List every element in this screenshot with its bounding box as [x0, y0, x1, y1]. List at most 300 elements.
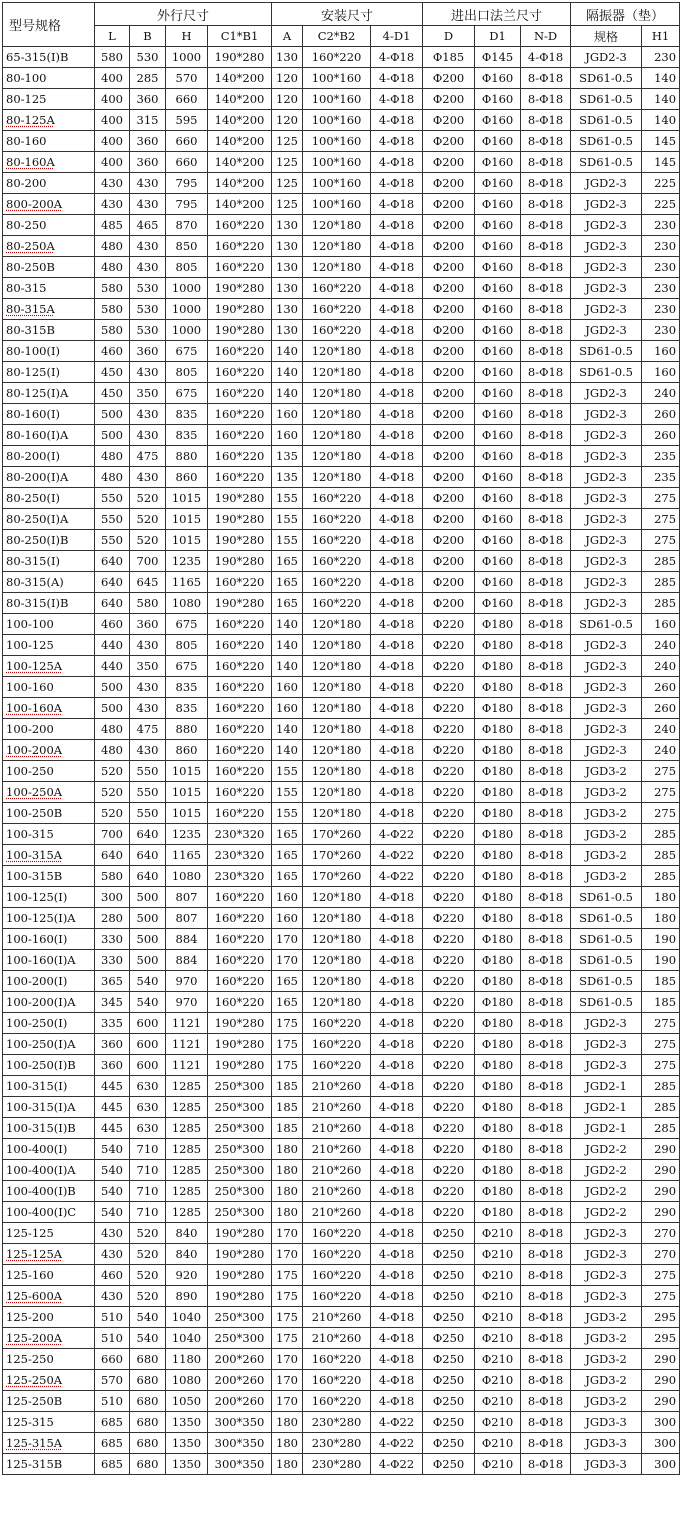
table-row	[3, 173, 680, 194]
cell-spec: JGD3-2	[571, 1349, 642, 1370]
cell-h1: 240	[642, 719, 680, 740]
cell-nd: 8-Φ18	[521, 908, 571, 929]
cell-b: 530	[130, 320, 166, 341]
cell-h1: 285	[642, 572, 680, 593]
cell-d: Φ250	[423, 1286, 475, 1307]
cell-c1b1: 140*200	[208, 89, 272, 110]
cell-d1: Φ180	[475, 1118, 521, 1139]
cell-d1: Φ180	[475, 824, 521, 845]
cell-c2b2: 100*160	[303, 68, 371, 89]
table-row	[3, 635, 680, 656]
cell-c1b1: 160*220	[208, 404, 272, 425]
cell-nd: 8-Φ18	[521, 173, 571, 194]
cell-a: 175	[272, 1286, 303, 1307]
cell-model: 80-125(I)	[3, 362, 95, 383]
cell-spec: SD61-0.5	[571, 89, 642, 110]
table-row	[3, 614, 680, 635]
cell-h1: 190	[642, 929, 680, 950]
cell-c1b1: 160*220	[208, 446, 272, 467]
cell-nd: 8-Φ18	[521, 1034, 571, 1055]
cell-l: 580	[95, 320, 130, 341]
table-row	[3, 47, 680, 68]
cell-d1: Φ160	[475, 488, 521, 509]
cell-d: Φ200	[423, 89, 475, 110]
cell-a: 120	[272, 89, 303, 110]
cell-c2b2: 210*260	[303, 1328, 371, 1349]
cell-h: 1000	[166, 320, 208, 341]
cell-model: 80-315	[3, 278, 95, 299]
cell-h: 1015	[166, 509, 208, 530]
table-row	[3, 572, 680, 593]
cell-d1: Φ180	[475, 1202, 521, 1223]
cell-c2b2: 120*180	[303, 236, 371, 257]
cell-h: 884	[166, 950, 208, 971]
cell-4d1: 4-Φ18	[371, 1118, 423, 1139]
cell-l: 520	[95, 782, 130, 803]
install-dims-header: 安装尺寸	[272, 3, 423, 26]
cell-l: 400	[95, 110, 130, 131]
cell-h: 890	[166, 1286, 208, 1307]
cell-d1: Φ180	[475, 1034, 521, 1055]
cell-spec: JGD2-3	[571, 446, 642, 467]
cell-d: Φ250	[423, 1391, 475, 1412]
cell-a: 130	[272, 299, 303, 320]
cell-d: Φ200	[423, 299, 475, 320]
cell-c1b1: 160*220	[208, 992, 272, 1013]
cell-a: 120	[272, 68, 303, 89]
cell-d: Φ200	[423, 320, 475, 341]
cell-d1: Φ180	[475, 1076, 521, 1097]
cell-4d1: 4-Φ18	[371, 677, 423, 698]
table-row	[3, 1391, 680, 1412]
cell-l: 540	[95, 1181, 130, 1202]
cell-d: Φ250	[423, 1328, 475, 1349]
cell-c2b2: 120*180	[303, 656, 371, 677]
cell-a: 180	[272, 1412, 303, 1433]
cell-c1b1: 190*280	[208, 530, 272, 551]
cell-a: 170	[272, 1391, 303, 1412]
cell-c1b1: 160*220	[208, 803, 272, 824]
cell-h1: 290	[642, 1181, 680, 1202]
cell-a: 165	[272, 992, 303, 1013]
cell-h1: 230	[642, 215, 680, 236]
cell-spec: JGD3-3	[571, 1433, 642, 1454]
cell-h: 795	[166, 194, 208, 215]
cell-b: 710	[130, 1202, 166, 1223]
cell-d: Φ250	[423, 1412, 475, 1433]
cell-4d1: 4-Φ18	[371, 1013, 423, 1034]
cell-h1: 230	[642, 299, 680, 320]
cell-d: Φ220	[423, 677, 475, 698]
cell-h1: 290	[642, 1349, 680, 1370]
cell-nd: 8-Φ18	[521, 68, 571, 89]
cell-nd: 8-Φ18	[521, 1202, 571, 1223]
cell-h: 805	[166, 362, 208, 383]
cell-h: 805	[166, 635, 208, 656]
cell-l: 520	[95, 803, 130, 824]
cell-4d1: 4-Φ18	[371, 425, 423, 446]
isolator-header: 隔振器（垫）	[571, 3, 680, 26]
table-row	[3, 236, 680, 257]
table-row	[3, 278, 680, 299]
cell-l: 440	[95, 656, 130, 677]
cell-spec: SD61-0.5	[571, 971, 642, 992]
cell-model: 100-125(I)A	[3, 908, 95, 929]
cell-4d1: 4-Φ18	[371, 719, 423, 740]
cell-spec: JGD3-3	[571, 1454, 642, 1475]
cell-spec: JGD2-3	[571, 509, 642, 530]
cell-d: Φ220	[423, 992, 475, 1013]
cell-d1: Φ180	[475, 845, 521, 866]
cell-d: Φ220	[423, 887, 475, 908]
cell-a: 185	[272, 1118, 303, 1139]
cell-h: 835	[166, 404, 208, 425]
cell-d1: Φ210	[475, 1223, 521, 1244]
cell-nd: 8-Φ18	[521, 320, 571, 341]
cell-4d1: 4-Φ18	[371, 551, 423, 572]
cell-c2b2: 160*220	[303, 1034, 371, 1055]
cell-c1b1: 160*220	[208, 887, 272, 908]
col-header-d: D	[423, 26, 475, 47]
cell-l: 700	[95, 824, 130, 845]
cell-d1: Φ180	[475, 614, 521, 635]
cell-c1b1: 160*220	[208, 971, 272, 992]
table-row	[3, 1097, 680, 1118]
cell-spec: JGD2-3	[571, 1244, 642, 1265]
cell-c2b2: 160*220	[303, 1223, 371, 1244]
cell-h1: 275	[642, 1013, 680, 1034]
cell-a: 165	[272, 971, 303, 992]
cell-d: Φ200	[423, 467, 475, 488]
table-row	[3, 425, 680, 446]
cell-4d1: 4-Φ18	[371, 131, 423, 152]
cell-4d1: 4-Φ18	[371, 1307, 423, 1328]
cell-model: 100-315B	[3, 866, 95, 887]
cell-model: 100-400(I)	[3, 1139, 95, 1160]
cell-model: 100-200A	[3, 740, 95, 761]
cell-d: Φ200	[423, 68, 475, 89]
cell-d1: Φ160	[475, 299, 521, 320]
cell-c2b2: 120*180	[303, 929, 371, 950]
cell-d1: Φ210	[475, 1391, 521, 1412]
cell-c1b1: 200*260	[208, 1370, 272, 1391]
cell-c1b1: 250*300	[208, 1202, 272, 1223]
cell-h: 840	[166, 1223, 208, 1244]
cell-d1: Φ160	[475, 425, 521, 446]
cell-d: Φ200	[423, 446, 475, 467]
cell-4d1: 4-Φ18	[371, 467, 423, 488]
cell-4d1: 4-Φ22	[371, 866, 423, 887]
col-header-h: H	[166, 26, 208, 47]
table-row	[3, 467, 680, 488]
cell-h1: 230	[642, 236, 680, 257]
cell-spec: JGD3-2	[571, 761, 642, 782]
cell-spec: JGD2-2	[571, 1160, 642, 1181]
cell-a: 135	[272, 446, 303, 467]
cell-d1: Φ160	[475, 320, 521, 341]
cell-c2b2: 120*180	[303, 908, 371, 929]
cell-spec: JGD2-3	[571, 1055, 642, 1076]
cell-d1: Φ160	[475, 467, 521, 488]
cell-c2b2: 160*220	[303, 1265, 371, 1286]
cell-h: 970	[166, 992, 208, 1013]
cell-c2b2: 120*180	[303, 782, 371, 803]
cell-d: Φ185	[423, 47, 475, 68]
cell-h1: 295	[642, 1307, 680, 1328]
table-row	[3, 971, 680, 992]
cell-spec: JGD2-3	[571, 740, 642, 761]
cell-d: Φ200	[423, 194, 475, 215]
cell-h: 835	[166, 698, 208, 719]
cell-a: 165	[272, 572, 303, 593]
cell-b: 520	[130, 1286, 166, 1307]
cell-l: 510	[95, 1391, 130, 1412]
cell-c2b2: 100*160	[303, 110, 371, 131]
cell-b: 640	[130, 845, 166, 866]
cell-model: 80-200(I)	[3, 446, 95, 467]
cell-model: 80-200	[3, 173, 95, 194]
cell-4d1: 4-Φ18	[371, 803, 423, 824]
cell-4d1: 4-Φ18	[371, 278, 423, 299]
cell-model: 80-160A	[3, 152, 95, 173]
cell-h: 807	[166, 908, 208, 929]
cell-c1b1: 190*280	[208, 593, 272, 614]
cell-c1b1: 140*200	[208, 152, 272, 173]
cell-4d1: 4-Φ18	[371, 404, 423, 425]
cell-b: 520	[130, 1244, 166, 1265]
cell-d: Φ200	[423, 383, 475, 404]
cell-c2b2: 120*180	[303, 992, 371, 1013]
cell-model: 125-250B	[3, 1391, 95, 1412]
cell-b: 710	[130, 1139, 166, 1160]
cell-c2b2: 160*220	[303, 1244, 371, 1265]
cell-4d1: 4-Φ18	[371, 698, 423, 719]
cell-h1: 230	[642, 278, 680, 299]
cell-h: 1040	[166, 1328, 208, 1349]
cell-h: 1050	[166, 1391, 208, 1412]
cell-spec: JGD3-2	[571, 1391, 642, 1412]
cell-b: 680	[130, 1412, 166, 1433]
cell-4d1: 4-Φ18	[371, 1391, 423, 1412]
cell-c2b2: 100*160	[303, 89, 371, 110]
cell-d1: Φ180	[475, 761, 521, 782]
table-row	[3, 866, 680, 887]
cell-spec: JGD2-3	[571, 572, 642, 593]
cell-a: 155	[272, 803, 303, 824]
cell-c1b1: 190*280	[208, 1223, 272, 1244]
cell-d1: Φ160	[475, 551, 521, 572]
table-row	[3, 824, 680, 845]
cell-spec: JGD2-3	[571, 1034, 642, 1055]
cell-d: Φ200	[423, 278, 475, 299]
cell-b: 540	[130, 1328, 166, 1349]
cell-nd: 8-Φ18	[521, 551, 571, 572]
cell-nd: 8-Φ18	[521, 635, 571, 656]
cell-d: Φ220	[423, 761, 475, 782]
cell-d1: Φ180	[475, 698, 521, 719]
cell-l: 550	[95, 509, 130, 530]
cell-nd: 4-Φ18	[521, 47, 571, 68]
table-row	[3, 1244, 680, 1265]
cell-4d1: 4-Φ18	[371, 1097, 423, 1118]
cell-l: 360	[95, 1034, 130, 1055]
cell-nd: 8-Φ18	[521, 1454, 571, 1475]
cell-nd: 8-Φ18	[521, 215, 571, 236]
cell-h1: 160	[642, 341, 680, 362]
cell-c1b1: 200*260	[208, 1391, 272, 1412]
table-row	[3, 1181, 680, 1202]
cell-a: 170	[272, 1223, 303, 1244]
cell-spec: JGD3-2	[571, 866, 642, 887]
cell-l: 480	[95, 446, 130, 467]
cell-a: 160	[272, 425, 303, 446]
cell-d1: Φ180	[475, 887, 521, 908]
cell-spec: SD61-0.5	[571, 950, 642, 971]
cell-spec: JGD3-2	[571, 1370, 642, 1391]
cell-d1: Φ210	[475, 1412, 521, 1433]
cell-c1b1: 160*220	[208, 257, 272, 278]
cell-nd: 8-Φ18	[521, 614, 571, 635]
cell-l: 400	[95, 131, 130, 152]
cell-4d1: 4-Φ18	[371, 950, 423, 971]
cell-h1: 300	[642, 1454, 680, 1475]
table-row	[3, 1118, 680, 1139]
cell-d: Φ200	[423, 236, 475, 257]
cell-nd: 8-Φ18	[521, 887, 571, 908]
cell-spec: JGD2-3	[571, 698, 642, 719]
cell-h: 1000	[166, 47, 208, 68]
cell-h: 805	[166, 257, 208, 278]
cell-spec: SD61-0.5	[571, 614, 642, 635]
cell-h: 1235	[166, 551, 208, 572]
cell-h1: 140	[642, 110, 680, 131]
cell-d: Φ250	[423, 1433, 475, 1454]
cell-a: 180	[272, 1139, 303, 1160]
cell-nd: 8-Φ18	[521, 425, 571, 446]
cell-a: 120	[272, 110, 303, 131]
cell-4d1: 4-Φ18	[371, 299, 423, 320]
cell-l: 400	[95, 89, 130, 110]
cell-b: 680	[130, 1454, 166, 1475]
cell-nd: 8-Φ18	[521, 845, 571, 866]
cell-c1b1: 250*300	[208, 1118, 272, 1139]
cell-b: 700	[130, 551, 166, 572]
cell-h1: 290	[642, 1391, 680, 1412]
cell-l: 480	[95, 236, 130, 257]
cell-spec: JGD2-3	[571, 194, 642, 215]
cell-c2b2: 160*220	[303, 530, 371, 551]
cell-4d1: 4-Φ18	[371, 1370, 423, 1391]
cell-c2b2: 120*180	[303, 740, 371, 761]
cell-model: 125-250	[3, 1349, 95, 1370]
cell-nd: 8-Φ18	[521, 383, 571, 404]
cell-nd: 8-Φ18	[521, 278, 571, 299]
cell-spec: JGD2-3	[571, 404, 642, 425]
cell-d: Φ250	[423, 1454, 475, 1475]
cell-h1: 275	[642, 782, 680, 803]
cell-d: Φ220	[423, 719, 475, 740]
cell-h1: 260	[642, 425, 680, 446]
cell-h1: 290	[642, 1370, 680, 1391]
cell-4d1: 4-Φ18	[371, 761, 423, 782]
cell-h: 1350	[166, 1433, 208, 1454]
cell-c2b2: 230*280	[303, 1433, 371, 1454]
cell-spec: JGD2-3	[571, 383, 642, 404]
cell-4d1: 4-Φ18	[371, 320, 423, 341]
cell-l: 480	[95, 257, 130, 278]
cell-h: 1040	[166, 1307, 208, 1328]
cell-h1: 285	[642, 593, 680, 614]
table-row	[3, 1202, 680, 1223]
cell-d1: Φ180	[475, 950, 521, 971]
cell-l: 450	[95, 383, 130, 404]
cell-l: 580	[95, 299, 130, 320]
cell-a: 155	[272, 488, 303, 509]
cell-h1: 290	[642, 1139, 680, 1160]
cell-4d1: 4-Φ18	[371, 152, 423, 173]
cell-b: 430	[130, 698, 166, 719]
cell-d: Φ220	[423, 1139, 475, 1160]
cell-a: 155	[272, 782, 303, 803]
cell-spec: JGD2-2	[571, 1202, 642, 1223]
cell-d1: Φ160	[475, 530, 521, 551]
cell-4d1: 4-Φ18	[371, 47, 423, 68]
cell-d: Φ220	[423, 1034, 475, 1055]
cell-4d1: 4-Φ18	[371, 173, 423, 194]
cell-d1: Φ180	[475, 1013, 521, 1034]
cell-c2b2: 230*280	[303, 1412, 371, 1433]
cell-4d1: 4-Φ18	[371, 1286, 423, 1307]
cell-h: 880	[166, 446, 208, 467]
cell-d1: Φ180	[475, 1160, 521, 1181]
cell-h: 870	[166, 215, 208, 236]
cell-d: Φ200	[423, 551, 475, 572]
cell-a: 170	[272, 1349, 303, 1370]
cell-c1b1: 190*280	[208, 1013, 272, 1034]
cell-model: 800-200A	[3, 194, 95, 215]
cell-d1: Φ180	[475, 677, 521, 698]
table-row	[3, 908, 680, 929]
cell-l: 510	[95, 1328, 130, 1349]
cell-b: 630	[130, 1118, 166, 1139]
cell-c2b2: 160*220	[303, 320, 371, 341]
cell-l: 640	[95, 593, 130, 614]
cell-a: 130	[272, 278, 303, 299]
cell-d1: Φ210	[475, 1454, 521, 1475]
cell-h: 660	[166, 152, 208, 173]
cell-d: Φ200	[423, 593, 475, 614]
cell-d1: Φ210	[475, 1265, 521, 1286]
cell-spec: JGD2-3	[571, 257, 642, 278]
table-row	[3, 992, 680, 1013]
cell-c1b1: 250*300	[208, 1328, 272, 1349]
cell-l: 550	[95, 488, 130, 509]
cell-h: 795	[166, 173, 208, 194]
cell-b: 520	[130, 530, 166, 551]
cell-nd: 8-Φ18	[521, 1433, 571, 1454]
cell-d1: Φ180	[475, 782, 521, 803]
cell-4d1: 4-Φ18	[371, 530, 423, 551]
cell-c2b2: 120*180	[303, 719, 371, 740]
cell-4d1: 4-Φ18	[371, 1034, 423, 1055]
cell-nd: 8-Φ18	[521, 656, 571, 677]
cell-nd: 8-Φ18	[521, 1244, 571, 1265]
cell-d: Φ250	[423, 1265, 475, 1286]
cell-h1: 275	[642, 1055, 680, 1076]
cell-nd: 8-Φ18	[521, 152, 571, 173]
cell-l: 430	[95, 1244, 130, 1265]
cell-nd: 8-Φ18	[521, 677, 571, 698]
